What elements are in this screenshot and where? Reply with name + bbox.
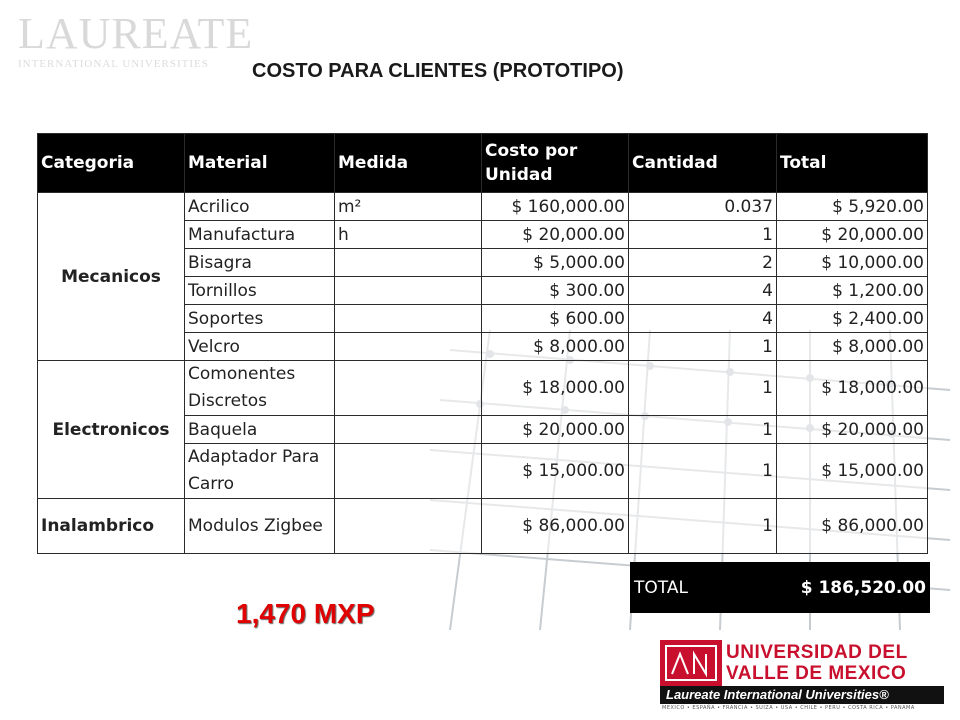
header-cantidad: Cantidad	[629, 134, 777, 193]
costo-cell: $ 600.00	[482, 305, 629, 333]
table-header-row	[38, 134, 928, 193]
costo-cell: $ 15,000.00	[482, 444, 629, 499]
medida-cell: h	[335, 221, 482, 249]
material-cell: Comonentes Discretos	[185, 361, 335, 416]
uvm-emblem-icon	[660, 640, 722, 686]
material-cell: Acrilico	[185, 193, 335, 221]
costo-cell: $ 8,000.00	[482, 333, 629, 361]
header-categoria: Categoria	[38, 134, 185, 193]
laureate-watermark-logo	[18, 9, 254, 70]
cantidad-cell: 1	[629, 416, 777, 444]
costo-cell: $ 160,000.00	[482, 193, 629, 221]
material-cell: Bisagra	[185, 249, 335, 277]
medida-cell	[335, 499, 482, 554]
medida-cell	[335, 333, 482, 361]
grand-total-label: TOTAL	[634, 577, 688, 598]
medida-cell: m²	[335, 193, 482, 221]
total-cell: $ 15,000.00	[777, 444, 928, 499]
cantidad-cell: 4	[629, 305, 777, 333]
category-cell: Mecanicos	[38, 193, 185, 361]
costo-cell: $ 300.00	[482, 277, 629, 305]
uvm-tagline: Laureate International Universities®	[660, 686, 944, 704]
medida-cell	[335, 305, 482, 333]
table-row	[38, 499, 928, 554]
slide-title: COSTO PARA CLIENTES (PROTOTIPO)	[252, 60, 624, 82]
uvm-name	[726, 642, 908, 684]
category-cell: Electronicos	[38, 361, 185, 499]
laureate-logo-subtext: INTERNATIONAL UNIVERSITIES	[18, 58, 209, 70]
medida-cell	[335, 416, 482, 444]
grand-total-value: $ 186,520.00	[800, 577, 926, 598]
total-cell: $ 10,000.00	[777, 249, 928, 277]
laureate-logo-text: LAUREATE	[18, 9, 254, 58]
medida-cell	[335, 361, 482, 416]
total-cell: $ 18,000.00	[777, 361, 928, 416]
material-cell: Baquela	[185, 416, 335, 444]
header-costo-unidad: Costo por Unidad	[482, 134, 629, 193]
total-cell: $ 20,000.00	[777, 221, 928, 249]
costo-cell: $ 86,000.00	[482, 499, 629, 554]
cantidad-cell: 2	[629, 249, 777, 277]
total-cell: $ 20,000.00	[777, 416, 928, 444]
medida-cell	[335, 277, 482, 305]
costo-cell: $ 20,000.00	[482, 416, 629, 444]
costo-cell: $ 5,000.00	[482, 249, 629, 277]
uvm-name-line1: UNIVERSIDAD DEL	[726, 642, 908, 663]
cantidad-cell: 4	[629, 277, 777, 305]
medida-cell	[335, 444, 482, 499]
material-cell: Modulos Zigbee	[185, 499, 335, 554]
grand-total-box	[630, 562, 930, 613]
total-cell: $ 8,000.00	[777, 333, 928, 361]
uvm-countries: MEXICO • ESPAÑA • FRANCIA • SUIZA • USA • CHILE • PERU • COSTA RICA • PANAMA	[662, 705, 915, 711]
header-total: Total	[777, 134, 928, 193]
total-cell: $ 2,400.00	[777, 305, 928, 333]
category-cell: Inalambrico	[38, 499, 185, 554]
header-medida: Medida	[335, 134, 482, 193]
cantidad-cell: 1	[629, 221, 777, 249]
total-cell: $ 5,920.00	[777, 193, 928, 221]
cantidad-cell: 0.037	[629, 193, 777, 221]
material-cell: Manufactura	[185, 221, 335, 249]
table-row	[38, 361, 928, 416]
cost-table	[37, 133, 928, 554]
costo-cell: $ 18,000.00	[482, 361, 629, 416]
medida-cell	[335, 249, 482, 277]
header-material: Material	[185, 134, 335, 193]
total-cell: $ 86,000.00	[777, 499, 928, 554]
cantidad-cell: 1	[629, 333, 777, 361]
price-note: 1,470 MXP	[236, 598, 375, 629]
cantidad-cell: 1	[629, 361, 777, 416]
material-cell: Soportes	[185, 305, 335, 333]
material-cell: Tornillos	[185, 277, 335, 305]
table-row	[38, 193, 928, 221]
material-cell: Velcro	[185, 333, 335, 361]
material-cell: Adaptador Para Carro	[185, 444, 335, 499]
total-cell: $ 1,200.00	[777, 277, 928, 305]
cantidad-cell: 1	[629, 499, 777, 554]
costo-cell: $ 20,000.00	[482, 221, 629, 249]
cantidad-cell: 1	[629, 444, 777, 499]
uvm-logo	[660, 640, 945, 712]
uvm-name-line2: VALLE DE MEXICO	[726, 663, 907, 684]
